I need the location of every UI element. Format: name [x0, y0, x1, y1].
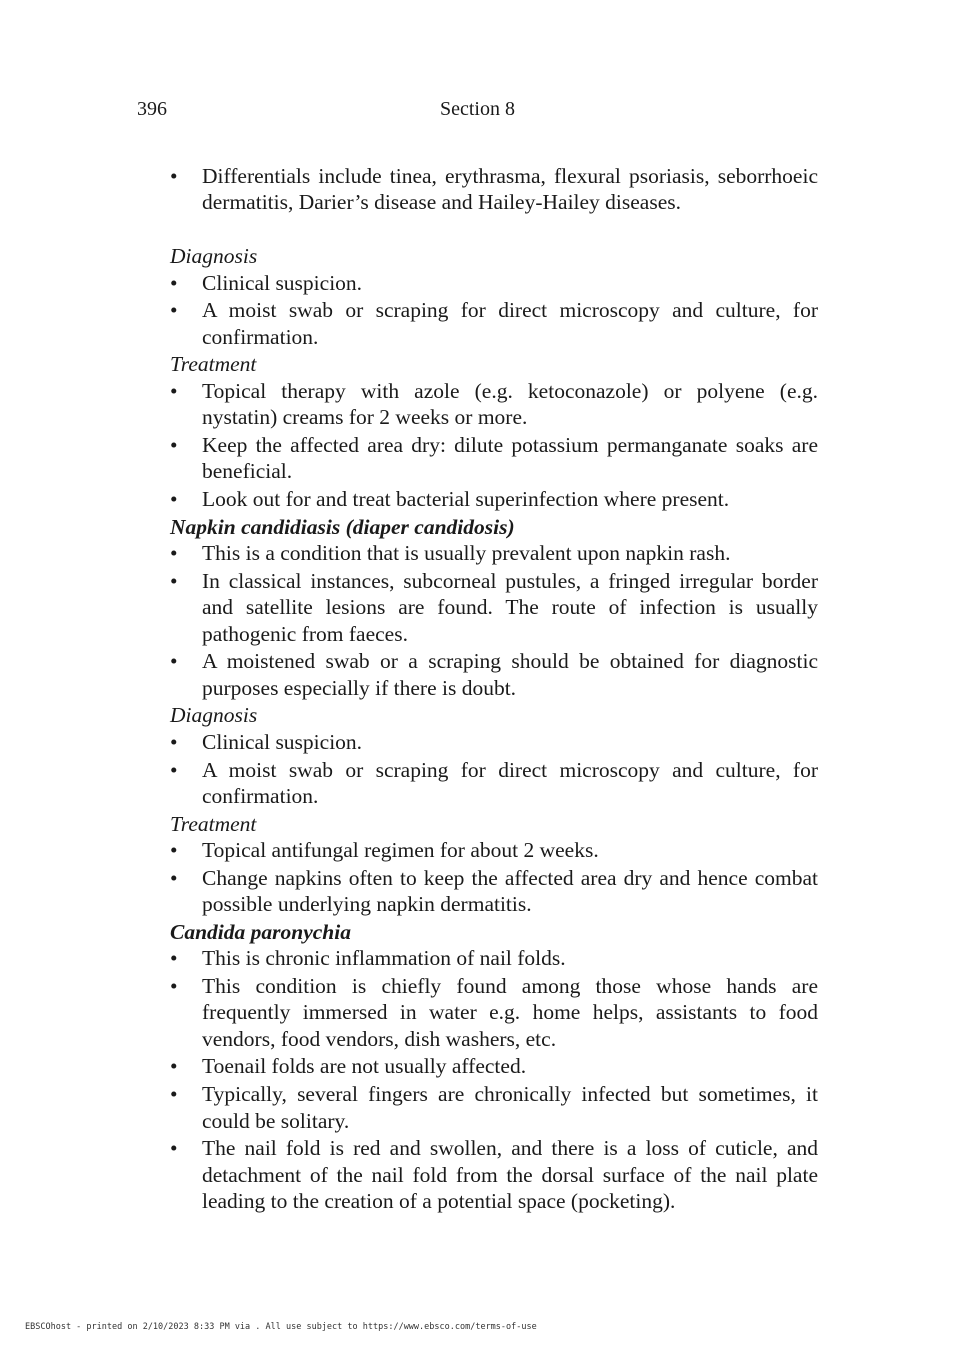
list-item-text: Toenail folds are not usually affected.: [202, 1054, 527, 1079]
list-item-text: Topical therapy with azole (e.g. ketoconazole) or polyene (e.g. nystatin) creams for 2 weeks or more.: [202, 378, 818, 430]
bullet-icon: •: [170, 298, 178, 323]
running-head: Section 8: [440, 98, 515, 120]
list-item: [170, 378, 818, 431]
section-heading: Candida paronychia: [170, 919, 351, 944]
section-5: [170, 919, 818, 1215]
bullet-icon: •: [170, 270, 178, 295]
bullet-icon: •: [170, 649, 178, 674]
list-item-text: Typically, several fingers are chronically infected but sometimes, it could be solitary.: [202, 1082, 818, 1133]
list-item: [170, 297, 818, 350]
section-0: [170, 243, 818, 350]
list-item: [170, 837, 818, 863]
list-item-text: Look out for and treat bacterial superinfection where present.: [202, 486, 730, 511]
list-item: [170, 648, 818, 701]
bullet-icon: •: [170, 865, 178, 890]
list-item: [170, 1053, 818, 1079]
list-item-text: In classical instances, subcorneal pustules, a fringed irregular border and satellite lesions are found. The route of infection is usually pathogenic from faeces.: [202, 568, 818, 646]
list-item-text: Clinical suspicion.: [202, 729, 363, 754]
list-item-text: Topical antifungal regimen for about 2 weeks.: [202, 838, 599, 863]
list-item-text: A moist swab or scraping for direct microscopy and culture, for confirmation.: [202, 298, 818, 349]
bullet-icon: •: [170, 486, 178, 511]
list-item: [170, 568, 818, 647]
bullet-icon: •: [170, 164, 178, 188]
section-4: [170, 811, 818, 918]
page-number: 396: [137, 98, 167, 120]
list-item: [170, 865, 818, 918]
list-item: • Differentials include tinea, erythrasma, flexural psoriasis, seborrhoeic dermatitis, Darier’s disease and Hailey-Hailey diseases.: [170, 164, 818, 215]
bullet-icon: •: [170, 432, 178, 457]
intro-bullet-list: [170, 163, 818, 216]
footer-note: EBSCOhost - printed on 2/10/2023 8:33 PM via . All use subject to https://www.ebsco.com/terms-of-use: [25, 1322, 537, 1332]
list-item-text: A moist swab or scraping for direct microscopy and culture, for confirmation.: [202, 757, 818, 808]
bullet-icon: •: [170, 378, 178, 403]
list-item: [170, 432, 818, 485]
list-item: [170, 486, 818, 512]
bullet-icon: •: [170, 729, 178, 754]
bullet-icon: •: [170, 838, 178, 863]
list-item-text: This is a condition that is usually prevalent upon napkin rash.: [202, 541, 731, 566]
section-heading: Diagnosis: [170, 703, 258, 728]
list-item-text: This condition is chiefly found among those whose hands are frequently immersed in water e.g. home helps, assistants to food vendors, food vendors, dish washers, etc.: [202, 973, 818, 1051]
section-2: [170, 514, 818, 701]
bullet-list: [170, 270, 818, 351]
bullet-icon: •: [170, 568, 178, 593]
list-item-text: Keep the affected area dry: dilute potassium permanganate soaks are beneficial.: [202, 432, 818, 484]
list-item: [170, 270, 818, 296]
section-heading: Treatment: [170, 352, 257, 377]
list-item: [170, 540, 818, 566]
bullet-list: [170, 837, 818, 918]
list-item: [170, 973, 818, 1052]
bullet-icon: •: [170, 946, 178, 971]
bullet-icon: •: [170, 757, 178, 782]
bullet-icon: •: [170, 541, 178, 566]
list-item-text: This is chronic inflammation of nail folds.: [202, 946, 566, 971]
section-heading: Diagnosis: [170, 244, 258, 269]
section-heading: Treatment: [170, 811, 257, 836]
list-item-text: The nail fold is red and swollen, and there is a loss of cuticle, and detachment of the nail fold from the dorsal surface of the nail plate leading to the creation of a potential space (pocketing).: [202, 1136, 818, 1214]
bullet-list: [170, 378, 818, 513]
list-item-text: A moistened swab or a scraping should be obtained for diagnostic purposes especially if there is doubt.: [202, 649, 818, 700]
bullet-icon: •: [170, 1054, 178, 1079]
list-item: [170, 945, 818, 971]
bullet-icon: •: [170, 1082, 178, 1107]
list-item: [170, 729, 818, 755]
spacer: [170, 217, 818, 243]
section-3: [170, 702, 818, 809]
list-item-text: Clinical suspicion.: [202, 270, 363, 295]
bullet-list: [170, 945, 818, 1214]
page-body: [170, 163, 818, 1216]
list-item: [170, 1081, 818, 1134]
bullet-icon: •: [170, 1136, 178, 1161]
section-heading: Napkin candidiasis (diaper candidosis): [170, 514, 515, 539]
list-item-text: Change napkins often to keep the affected area dry and hence combat possible underlying napkin dermatitis.: [202, 865, 818, 917]
sections-container: [170, 243, 818, 1214]
list-item: [170, 757, 818, 810]
bullet-icon: •: [170, 973, 178, 998]
list-item: [170, 1135, 818, 1214]
bullet-list: [170, 729, 818, 810]
section-1: [170, 351, 818, 512]
bullet-list: [170, 540, 818, 701]
